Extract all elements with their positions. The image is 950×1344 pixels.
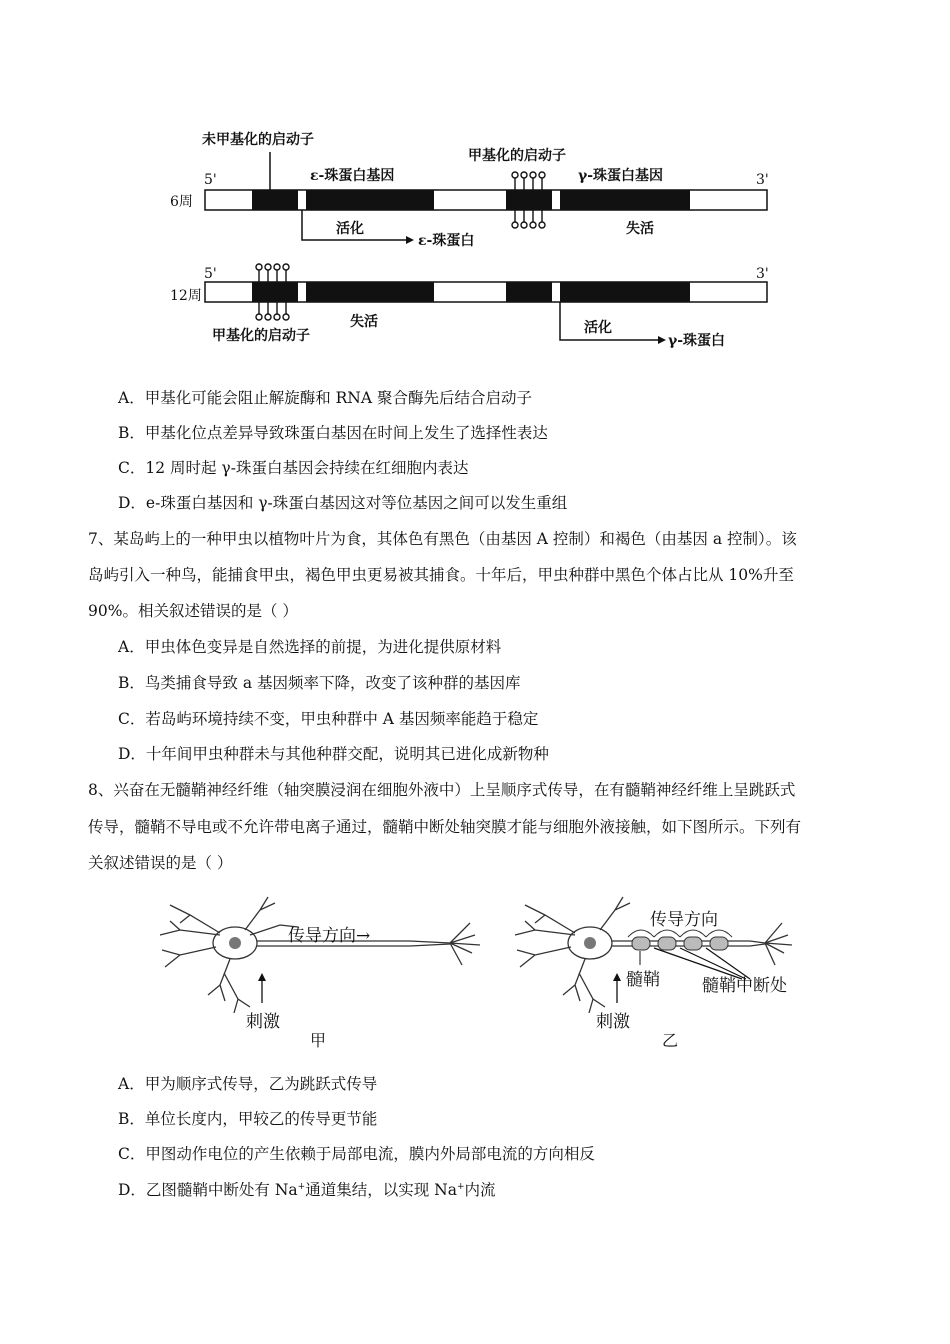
- q6-option-d: D．e-珠蛋白基因和 γ-珠蛋白基因这对等位基因之间可以发生重组: [118, 494, 568, 512]
- gamma-gene-label: γ-珠蛋白基因: [578, 168, 664, 184]
- five-prime-label: 5': [204, 172, 217, 188]
- epsilon-gene-label: ε-珠蛋白基因: [310, 168, 395, 184]
- q7-stem-line-1: 7、某岛屿上的一种甲虫以植物叶片为食，其体色有黑色（由基因 A 控制）和褐色（由基因 a 控制）。该: [88, 530, 797, 548]
- epsilon-gene-block-12w: [306, 282, 434, 302]
- q7-option-a: A．甲虫体色变异是自然选择的前提，为进化提供原材料: [118, 638, 502, 656]
- stimulus-arrowhead-left: [258, 973, 266, 981]
- q6-option-b: B．甲基化位点差异导致珠蛋白基因在时间上发生了选择性表达: [118, 424, 548, 442]
- q7-option-b: B．鸟类捕食导致 a 基因频率下降，改变了该种群的基因库: [118, 674, 521, 692]
- conduction-arcs: [628, 930, 732, 937]
- sodium-charge-1: +: [297, 1181, 306, 1192]
- arrow-head-6w: [406, 236, 414, 244]
- caption-jia: 甲: [310, 1031, 327, 1050]
- inactive-label-12w: 失活: [350, 314, 378, 330]
- promoter-epsilon-12w: [252, 282, 298, 302]
- myelin-label: 髓鞘: [626, 970, 660, 990]
- epsilon-protein-label: ε-珠蛋白: [418, 233, 475, 249]
- stimulus-arrowhead-right: [613, 973, 621, 981]
- promoter-epsilon-6w: [252, 190, 298, 210]
- q8-option-d-text-3: 内流: [464, 1181, 496, 1199]
- inactive-label-6w: 失活: [626, 221, 654, 237]
- promoter-gamma-12w: [506, 282, 552, 302]
- neuron-unmyelinated: [160, 897, 480, 1013]
- direction-label-left: 传导方向→: [288, 926, 371, 946]
- q7-option-d: D．十年间甲虫种群未与其他种群交配，说明其已进化成新物种: [118, 745, 549, 763]
- q8-option-b: B．单位长度内，甲较乙的传导更节能: [118, 1110, 378, 1128]
- stimulus-label-right: 刺激: [596, 1012, 630, 1032]
- q6-option-a: A．甲基化可能会阻止解旋酶和 RNA 聚合酶先后结合启动子: [118, 389, 532, 407]
- q8-option-d: [118, 1178, 496, 1202]
- sodium-charge-2: +: [456, 1181, 465, 1192]
- neuron-conduction-figure: [150, 895, 810, 1055]
- three-prime-label-12: 3': [756, 266, 769, 282]
- methylated-promoter-label-top: 甲基化的启动子: [468, 148, 566, 164]
- caption-yi: 乙: [662, 1031, 679, 1050]
- direction-label-right: 传导方向: [650, 910, 718, 930]
- q8-stem-line-2: 传导，髓鞘不导电或不允许带电离子通过，髓鞘中断处轴突膜才能与细胞外液接触，如下图所示。下列有: [88, 818, 802, 836]
- methylated-promoter-label-bottom: 甲基化的启动子: [212, 328, 310, 344]
- epsilon-gene-block: [306, 190, 434, 210]
- nucleus-right: [584, 937, 596, 949]
- q7-option-c: C．若岛屿环境持续不变，甲虫种群中 A 基因频率能趋于稳定: [118, 710, 539, 728]
- five-prime-label-12: 5': [204, 266, 217, 282]
- node-pointers: [654, 948, 750, 979]
- q6-option-c: C．12 周时起 γ-珠蛋白基因会持续在红细胞内表达: [118, 459, 469, 477]
- q8-option-d-text-1: D．乙图髓鞘中断处有 Na: [118, 1181, 298, 1199]
- q8-stem-line-1: 8、兴奋在无髓鞘神经纤维（轴突膜浸润在细胞外液中）上呈顺序式传导，在有髓鞘神经纤维上呈跳跃式: [88, 781, 796, 799]
- q8-stem-line-3: 关叙述错误的是（ ）: [88, 854, 233, 872]
- q7-stem-line-2: 岛屿引入一种鸟，能捕食甲虫，褐色甲虫更易被其捕食。十年后，甲虫种群中黑色个体占比从 10%升至: [88, 566, 794, 584]
- stimulus-label-left: 刺激: [246, 1012, 280, 1032]
- unmethylated-promoter-label: 未甲基化的启动子: [202, 132, 314, 148]
- activate-label-12w: 活化: [584, 320, 612, 336]
- node-of-ranvier-label: 髓鞘中断处: [702, 976, 787, 996]
- q8-option-c: C．甲图动作电位的产生依赖于局部电流，膜内外局部电流的方向相反: [118, 1145, 595, 1163]
- gamma-protein-label: γ-珠蛋白: [668, 333, 726, 349]
- arrow-head-12w: [658, 336, 666, 344]
- activate-label-6w: 活化: [336, 221, 364, 237]
- q7-stem-line-3: 90%。相关叙述错误的是（ ）: [88, 602, 298, 620]
- q8-option-d-text-2: 通道集结，以实现 Na: [305, 1181, 457, 1199]
- row-6-weeks-label: 6周: [170, 194, 193, 210]
- nucleus-left: [229, 937, 241, 949]
- promoter-gamma-6w: [506, 190, 552, 210]
- gamma-gene-block-12w: [560, 282, 690, 302]
- globin-methylation-figure: [160, 120, 800, 360]
- q8-option-a: A．甲为顺序式传导，乙为跳跃式传导: [118, 1075, 378, 1093]
- row-12-weeks-label: 12周: [170, 288, 202, 304]
- three-prime-label: 3': [756, 172, 769, 188]
- gamma-gene-block: [560, 190, 690, 210]
